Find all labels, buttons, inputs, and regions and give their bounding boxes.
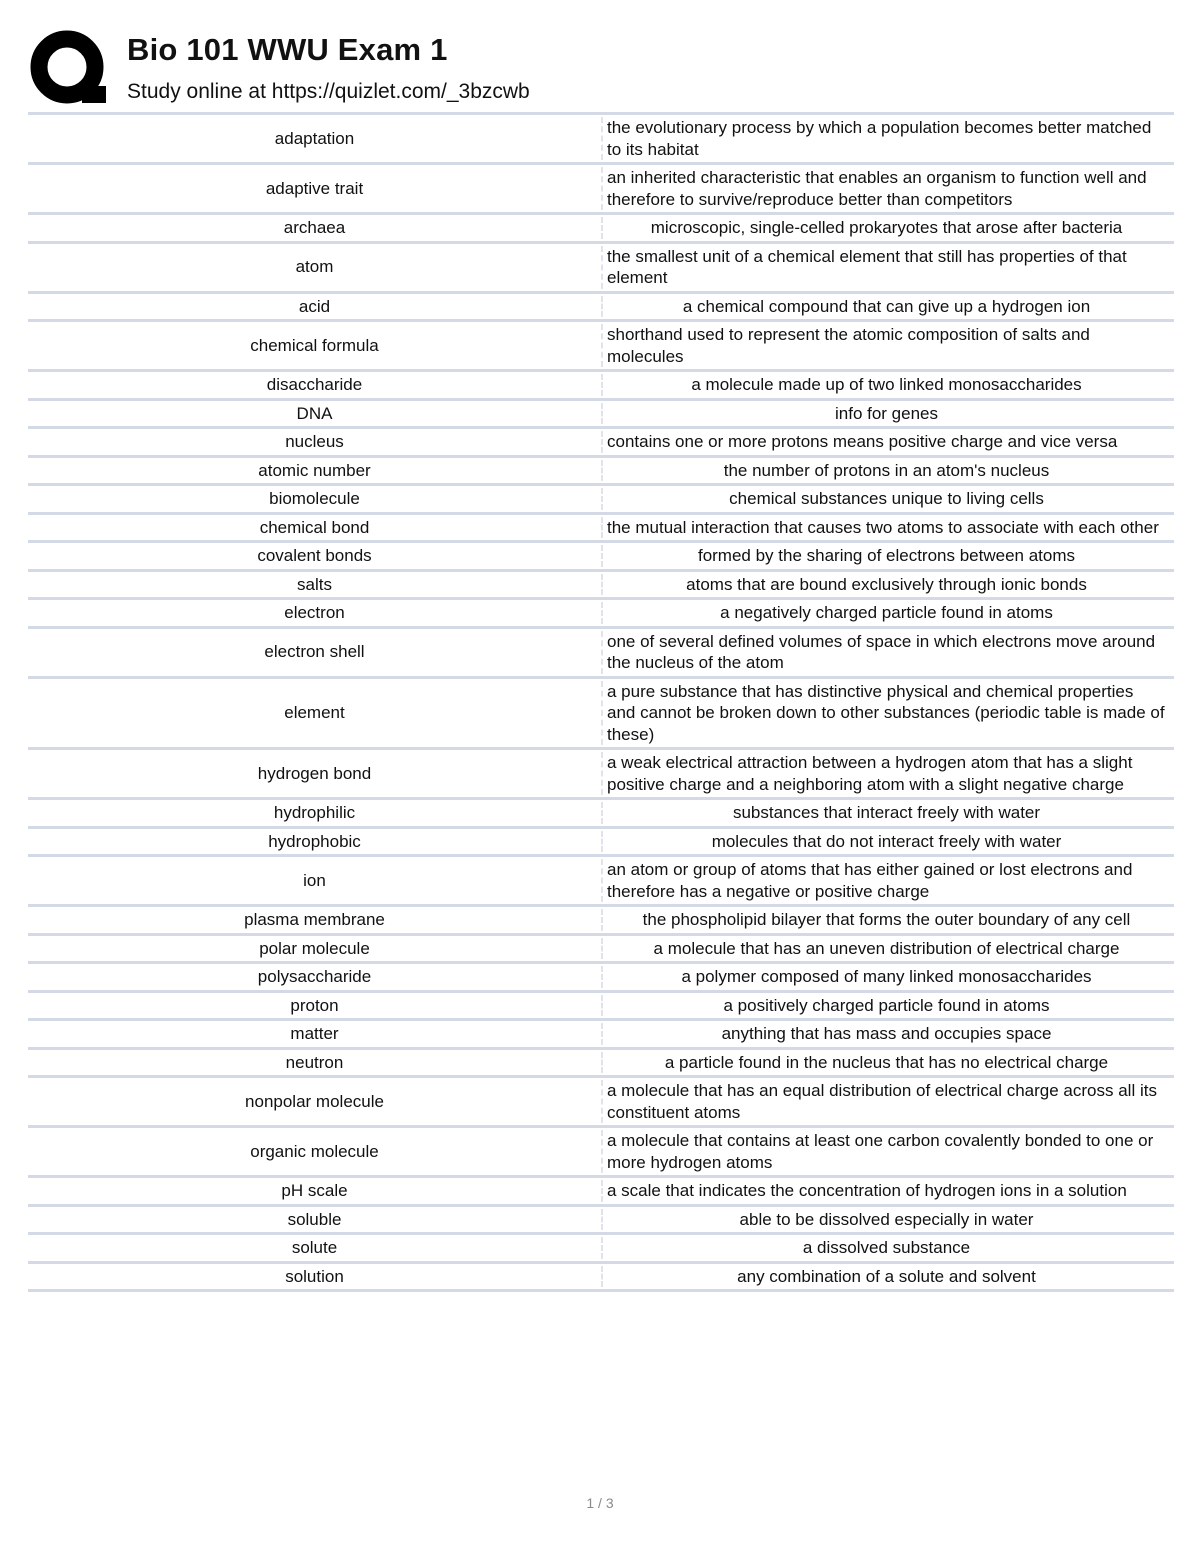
definition-cell: a chemical compound that can give up a hydrogen ion — [601, 296, 1174, 318]
quizlet-logo-icon — [30, 30, 108, 108]
table-row — [28, 597, 1174, 626]
term-cell: element — [284, 703, 345, 722]
table-row — [28, 112, 1174, 162]
table-row — [28, 241, 1174, 291]
definition-cell: a molecule that contains at least one carbon covalently bonded to one or more hydrogen atoms — [601, 1130, 1174, 1173]
definition-cell: any combination of a solute and solvent — [601, 1266, 1174, 1288]
table-row — [28, 369, 1174, 398]
table-row — [28, 797, 1174, 826]
table-row — [28, 162, 1174, 212]
term-cell: nucleus — [285, 432, 344, 451]
term-cell: solution — [285, 1266, 344, 1286]
table-row — [28, 569, 1174, 598]
term-cell: proton — [290, 995, 339, 1015]
term-cell: polar molecule — [259, 938, 370, 958]
definition-cell: formed by the sharing of electrons between atoms — [601, 545, 1174, 567]
term-cell: adaptive trait — [265, 178, 364, 198]
term-cell: atomic number — [258, 460, 371, 480]
table-row — [28, 747, 1174, 797]
table-row — [28, 1261, 1174, 1293]
table-row — [28, 1125, 1174, 1175]
table-row — [28, 291, 1174, 320]
term-cell: covalent bonds — [257, 546, 372, 565]
definition-cell: the number of protons in an atom's nucleus — [601, 460, 1174, 482]
term-cell: electron — [284, 603, 345, 622]
term-cell: chemical formula — [250, 335, 379, 355]
table-row — [28, 1047, 1174, 1076]
term-cell: DNA — [296, 403, 333, 423]
definition-cell: chemical substances unique to living cells — [601, 488, 1174, 510]
definition-cell: microscopic, single-celled prokaryotes that arose after bacteria — [601, 217, 1174, 239]
definition-cell: able to be dissolved especially in water — [601, 1209, 1174, 1231]
definition-cell: substances that interact freely with water — [601, 802, 1174, 824]
term-cell: acid — [298, 296, 331, 316]
definition-cell: a molecule that has an uneven distribution of electrical charge — [601, 938, 1174, 960]
term-cell: hydrophilic — [273, 803, 356, 822]
table-row — [28, 1204, 1174, 1233]
term-cell: polysaccharide — [257, 967, 372, 986]
terms-table — [28, 112, 1174, 1292]
table-row — [28, 512, 1174, 541]
definition-cell: a dissolved substance — [601, 1237, 1174, 1259]
term-cell: chemical bond — [259, 517, 370, 537]
definition-cell: contains one or more protons means positive charge and vice versa — [601, 431, 1174, 453]
definition-cell: a molecule that has an equal distribution of electrical charge across all its constituent atoms — [601, 1080, 1174, 1123]
term-cell: pH scale — [281, 1181, 348, 1200]
definition-cell: a particle found in the nucleus that has no electrical charge — [601, 1052, 1174, 1074]
term-cell: matter — [290, 1024, 339, 1043]
table-row — [28, 676, 1174, 748]
definition-cell: a pure substance that has distinctive physical and chemical properties and cannot be broken down to other substances (periodic table is made of these) — [601, 681, 1174, 746]
term-cell: adaptation — [274, 128, 355, 148]
definition-cell: a weak electrical attraction between a hydrogen atom that has a slight positive charge and a neighboring atom with a slight negative charge — [601, 752, 1174, 795]
page-header — [0, 0, 1200, 112]
term-cell: ion — [303, 870, 326, 890]
term-cell: nonpolar molecule — [245, 1091, 384, 1111]
table-row — [28, 426, 1174, 455]
term-cell: organic molecule — [250, 1141, 379, 1161]
definition-cell: a scale that indicates the concentration of hydrogen ions in a solution — [601, 1180, 1174, 1202]
definition-cell: the mutual interaction that causes two atoms to associate with each other — [601, 517, 1174, 539]
table-row — [28, 398, 1174, 427]
term-cell: salts — [297, 574, 332, 594]
definition-cell: shorthand used to represent the atomic composition of salts and molecules — [601, 324, 1174, 367]
definition-cell: a polymer composed of many linked monosaccharides — [601, 966, 1174, 988]
term-cell: plasma membrane — [244, 910, 385, 929]
study-link[interactable]: Study online at https://quizlet.com/_3bzcwb — [127, 80, 530, 103]
table-row — [28, 854, 1174, 904]
table-row — [28, 483, 1174, 512]
table-row — [28, 1075, 1174, 1125]
table-row — [28, 212, 1174, 241]
definition-cell: info for genes — [601, 403, 1174, 425]
term-cell: disaccharide — [266, 375, 363, 394]
page-indicator: 1 / 3 — [586, 1495, 614, 1511]
definition-cell: an inherited characteristic that enables an organism to function well and therefore to survive/reproduce better than competitors — [601, 167, 1174, 210]
definition-cell: anything that has mass and occupies space — [601, 1023, 1174, 1045]
definition-cell: the evolutionary process by which a population becomes better matched to its habitat — [601, 117, 1174, 160]
definition-cell: an atom or group of atoms that has either gained or lost electrons and therefore has a negative or positive charge — [601, 859, 1174, 902]
term-cell: atom — [295, 257, 334, 277]
definition-cell: the phospholipid bilayer that forms the outer boundary of any cell — [601, 909, 1174, 931]
definition-cell: the smallest unit of a chemical element that still has properties of that element — [601, 246, 1174, 289]
table-row — [28, 1018, 1174, 1047]
table-row — [28, 1232, 1174, 1261]
term-cell: electron shell — [264, 642, 365, 662]
table-row — [28, 904, 1174, 933]
table-row — [28, 961, 1174, 990]
table-row — [28, 990, 1174, 1019]
definition-cell: one of several defined volumes of space in which electrons move around the nucleus of the atom — [601, 631, 1174, 674]
term-cell: neutron — [285, 1052, 344, 1072]
term-cell: soluble — [287, 1209, 342, 1229]
table-row — [28, 826, 1174, 855]
definition-cell: atoms that are bound exclusively through ionic bonds — [601, 574, 1174, 596]
term-cell: hydrogen bond — [257, 763, 372, 783]
table-row — [28, 540, 1174, 569]
term-cell: solute — [291, 1238, 338, 1257]
table-row — [28, 1175, 1174, 1204]
table-row — [28, 933, 1174, 962]
definition-cell: molecules that do not interact freely with water — [601, 831, 1174, 853]
table-row — [28, 455, 1174, 484]
table-row — [28, 319, 1174, 369]
definition-cell: a molecule made up of two linked monosaccharides — [601, 374, 1174, 396]
table-row — [28, 626, 1174, 676]
page-title: Bio 101 WWU Exam 1 — [127, 32, 448, 67]
term-cell: hydrophobic — [268, 831, 361, 851]
definition-cell: a negatively charged particle found in atoms — [601, 602, 1174, 624]
definition-cell: a positively charged particle found in atoms — [601, 995, 1174, 1017]
term-cell: biomolecule — [269, 489, 360, 508]
term-cell: archaea — [283, 218, 346, 237]
